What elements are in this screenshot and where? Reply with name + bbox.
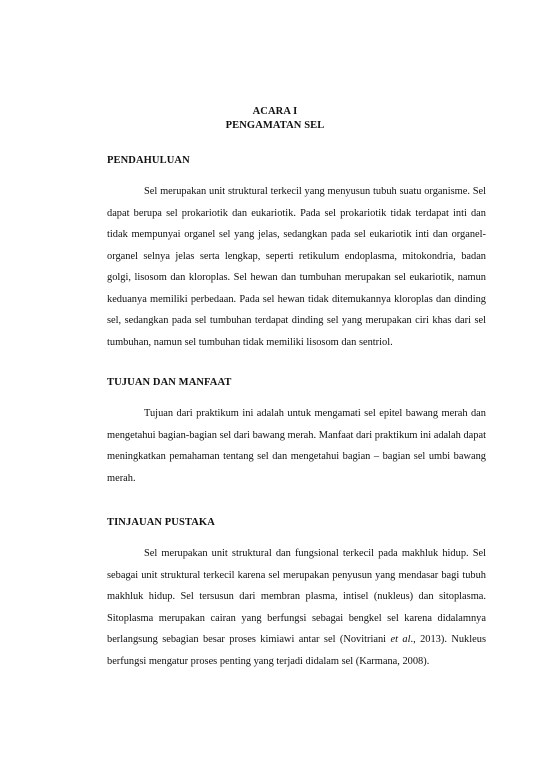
section-paragraph-pendahuluan: Sel merupakan unit struktural terkecil yang menyusun tubuh suatu organisme. Sel dapat berupa sel prokariotik dan eukariotik. Pada sel prokariotik tidak terdapat inti dan tidak mempunyai organel sel yang jelas, sedangkan pada sel eukariotik inti dan organel-organel selnya jelas serta lengkap, seperti retikulum endoplasma, mitokondria, badan golgi, lisosom dan kloroplas. Sel hewan dan tumbuhan merupakan sel eukariotik, namun keduanya memiliki perbedaan. Pada sel hewan tidak ditemukannya kloroplas dan dinding sel, sedangkan pada sel tumbuhan terdapat dinding sel yang merupakan ciri khas dari sel tumbuhan, namun sel tumbuhan tidak memiliki lisosom dan sentriol. [107,186,486,348]
section-paragraph-tujuan: Tujuan dari praktikum ini adalah untuk mengamati sel epitel bawang merah dan mengetahui bagian-bagian sel dari bawang merah. Manfaat dari praktikum ini adalah dapat meningkatkan pemahaman tentang sel dan mengetahui bagian – bagian sel umbi bawang merah. [107,408,486,484]
section-heading-tinjauan: TINJAUAN PUSTAKA [107,517,215,528]
paragraph-text-italic: et al [390,634,411,645]
section-heading-tujuan: TUJUAN DAN MANFAAT [107,377,232,388]
page-title: PENGAMATAN SEL [225,120,325,131]
section-heading-pendahuluan: PENDAHULUAN [107,155,190,166]
chapter-label: ACARA I [252,106,298,117]
paragraph-text-part1: Sel merupakan unit struktural dan fungsional terkecil pada makhluk hidup. Sel sebagai unit struktural terkecil karena sel merupakan penyusun yang mendasar bagi tubuh makhluk hidup. Sel tersusun dari membran plasma, intisel (nukleus) dan sitoplasma. Sitoplasma merupakan cairan yang berfungsi sebagai bengkel sel karena didalamnya berlangsung sebagian besar proses kimiawi antar sel (Novitriani [107,548,486,645]
section-paragraph-tinjauan [107,543,486,672]
paragraph-text-part2: ., 2013). Nukleus berfungsi mengatur proses penting yang terjadi didalam sel (Karmana, 2008). [107,634,486,667]
